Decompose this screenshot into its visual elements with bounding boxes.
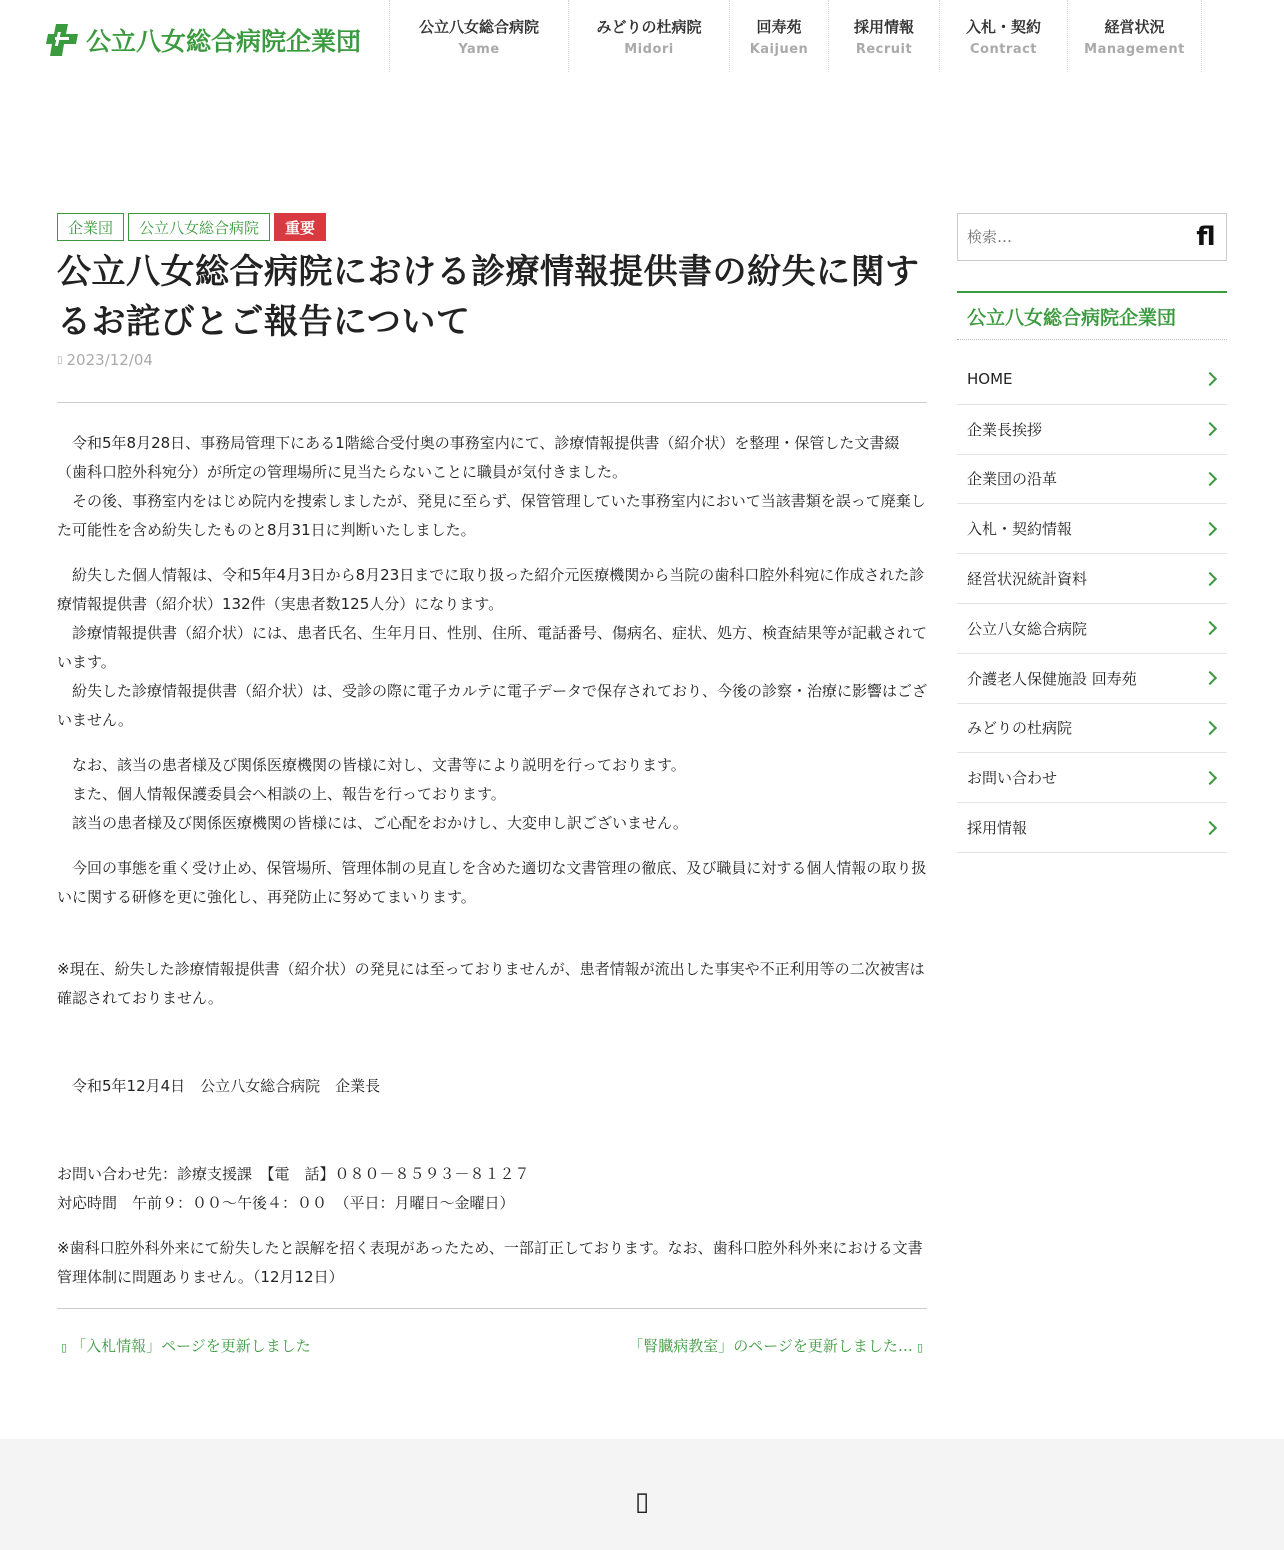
paragraph bbox=[57, 751, 927, 838]
prev-post-label: 「入札情報」ページを更新しました bbox=[71, 1337, 311, 1355]
paragraph bbox=[57, 1160, 927, 1218]
search-input[interactable] bbox=[967, 214, 1187, 260]
divider bbox=[57, 402, 927, 403]
gnav-item-recruit[interactable] bbox=[828, 0, 939, 72]
clock-icon: ▯ bbox=[57, 354, 63, 366]
gnav-label-jp: 入札・契約 bbox=[965, 17, 1041, 36]
article bbox=[57, 213, 927, 1356]
paragraph bbox=[57, 955, 927, 1013]
spacer bbox=[57, 928, 927, 955]
back-to-top-button[interactable] bbox=[631, 1487, 653, 1517]
paragraph-line: その後、事務室内をはじめ院内を捜索しましたが、発見に至らず、保管管理していた事務室内において当該書類を誤って廃棄した可能性を含め紛失したものと8月31日に判断いたしました。 bbox=[57, 492, 926, 539]
contact-line: お問い合わせ先：診療支援課 【電 話】０８０－８５９３－８１２７ bbox=[57, 1165, 530, 1183]
chevron-right-icon bbox=[1203, 621, 1217, 635]
search-button[interactable]: ﬂ bbox=[1196, 222, 1216, 252]
chevron-right-icon: ▯ bbox=[916, 1341, 923, 1354]
article-body bbox=[57, 429, 927, 1292]
paragraph-line: 診療情報提供書（紹介状）には、患者氏名、生年月日、性別、住所、電話番号、傷病名、症状、処方、検査結果等が記載されています。 bbox=[57, 624, 928, 671]
paragraph-line: 紛失した診療情報提供書（紹介状）は、受診の際に電子カルテに電子データで保存されており、今後の診察・治療に影響はございません。 bbox=[57, 682, 928, 729]
paragraph bbox=[57, 561, 927, 735]
paragraph bbox=[57, 1234, 927, 1292]
divider bbox=[57, 1308, 927, 1309]
sidebar-item-label: 入札・契約情報 bbox=[967, 520, 1073, 539]
gnav-label-jp: 採用情報 bbox=[853, 17, 914, 36]
gnav-label-jp: みどりの杜病院 bbox=[596, 17, 702, 36]
gnav-label-en: Yame bbox=[458, 41, 500, 57]
gnav-label-jp: 回寿苑 bbox=[756, 17, 802, 36]
paragraph-line: また、個人情報保護委員会へ相談の上、報告を行っております。 bbox=[57, 785, 506, 803]
sidebar-item-label: 介護老人保健施設 回寿苑 bbox=[967, 669, 1137, 688]
post-navigation bbox=[57, 1335, 927, 1356]
chevron-right-icon bbox=[1203, 771, 1217, 785]
sidebar-item-label: 企業団の沿革 bbox=[967, 470, 1058, 489]
arrow-up-icon: ▯ bbox=[634, 1487, 650, 1517]
sidebar-item-label: 公立八女総合病院 bbox=[967, 619, 1088, 638]
category-tag[interactable]: 企業団 bbox=[57, 213, 124, 241]
sidebar-item-label: HOME bbox=[967, 370, 1013, 389]
post-date bbox=[57, 351, 927, 369]
sidebar-menu bbox=[957, 355, 1227, 853]
category-tag[interactable]: 公立八女総合病院 bbox=[128, 213, 270, 241]
gnav-label-en: Management bbox=[1084, 41, 1185, 57]
site-logo[interactable] bbox=[44, 20, 361, 60]
sidebar-item-label: 企業長挨拶 bbox=[967, 420, 1043, 439]
paragraph-line: 令和5年8月28日、事務局管理下にある1階総合受付奥の事務室内にて、診療情報提供書（紹介状）を整理・保管した文書綴（歯科口腔外科宛分）が所定の管理場所に見当たらないことに職員が気付きました。 bbox=[57, 434, 900, 481]
next-post-label: 「腎臓病教室」のページを更新しました… bbox=[628, 1337, 913, 1355]
gnav-item-management[interactable] bbox=[1067, 0, 1202, 72]
category-tag-important[interactable]: 重要 bbox=[274, 213, 326, 241]
gnav-item-yame[interactable] bbox=[389, 0, 568, 72]
post-date-text: 2023/12/04 bbox=[66, 351, 153, 369]
gnav-label-en: Recruit bbox=[855, 41, 913, 57]
spacer bbox=[57, 1029, 927, 1072]
sidebar-item-contact[interactable] bbox=[957, 753, 1227, 803]
chevron-right-icon bbox=[1203, 372, 1217, 386]
chevron-right-icon bbox=[1203, 472, 1217, 486]
sidebar-item-greeting[interactable] bbox=[957, 405, 1227, 455]
sidebar-item-label: お問い合わせ bbox=[967, 769, 1058, 788]
gnav-label-en: Kaijuen bbox=[749, 41, 809, 57]
chevron-right-icon bbox=[1203, 671, 1217, 685]
gnav-item-kaijuen[interactable] bbox=[729, 0, 828, 72]
sidebar-item-yame-hospital[interactable] bbox=[957, 604, 1227, 654]
sidebar-item-kaijuen[interactable] bbox=[957, 654, 1227, 704]
gnav-item-midori[interactable] bbox=[568, 0, 729, 72]
paragraph-line: 該当の患者様及び関係医療機関の皆様には、ご心配をおかけし、大変申し訳ございません。 bbox=[57, 814, 688, 832]
sidebar-item-history[interactable] bbox=[957, 455, 1227, 505]
paragraph-line: ※現在、紛失した診療情報提供書（紹介状）の発見には至っておりませんが、患者情報が流出した事実や不正利用等の二次被害は確認されておりません。 bbox=[57, 960, 925, 1007]
paragraph bbox=[57, 1072, 927, 1101]
signature-line: 令和5年12月4日 公立八女総合病院 企業長 bbox=[57, 1077, 381, 1095]
paragraph-line: 紛失した個人情報は、令和5年4月3日から8月23日までに取り扱った紹介元医療機関から当院の歯科口腔外科宛に作成された診療情報提供書（紹介状）132件（実患者数125人分）になります。 bbox=[57, 566, 925, 613]
chevron-right-icon bbox=[1203, 422, 1217, 436]
prev-post-link[interactable] bbox=[57, 1335, 311, 1356]
site-header bbox=[0, 0, 1284, 75]
sidebar-item-label: 採用情報 bbox=[967, 819, 1028, 838]
gnav-label-jp: 経営状況 bbox=[1104, 17, 1165, 36]
sidebar-item-recruit[interactable] bbox=[957, 803, 1227, 853]
sidebar-item-home[interactable] bbox=[957, 355, 1227, 405]
chevron-right-icon bbox=[1203, 721, 1217, 735]
widget-title: 公立八女総合病院企業団 bbox=[957, 291, 1227, 340]
sidebar-item-contract[interactable] bbox=[957, 504, 1227, 554]
global-nav bbox=[389, 0, 1202, 72]
spacer bbox=[57, 1117, 927, 1160]
gnav-label-jp: 公立八女総合病院 bbox=[418, 17, 539, 36]
sidebar-item-midori[interactable] bbox=[957, 704, 1227, 754]
chevron-right-icon bbox=[1203, 820, 1217, 834]
paragraph-line: なお、該当の患者様及び関係医療機関の皆様に対し、文書等により説明を行っております。 bbox=[57, 756, 686, 774]
search-box bbox=[957, 213, 1227, 261]
chevron-left-icon: ▯ bbox=[61, 1341, 68, 1354]
sidebar-item-label: 経営状況統計資料 bbox=[967, 570, 1088, 589]
logo-mark-icon bbox=[44, 22, 80, 58]
next-post-link[interactable] bbox=[628, 1335, 927, 1356]
gnav-label-en: Contract bbox=[969, 41, 1038, 57]
category-tags bbox=[57, 213, 927, 241]
sidebar bbox=[957, 213, 1227, 853]
hours-line: 対応時間 午前９：００～午後４：００ （平日：月曜日～金曜日） bbox=[57, 1194, 515, 1212]
sidebar-item-statistics[interactable] bbox=[957, 554, 1227, 604]
sidebar-item-label: みどりの杜病院 bbox=[967, 719, 1073, 738]
logo-text: 公立八女総合病院企業団 bbox=[86, 27, 362, 56]
footer bbox=[0, 1439, 1284, 1550]
correction-note: ※歯科口腔外科外来にて紛失したと誤解を招く表現があったため、一部訂正しております。なお、歯科口腔外科外来における文書管理体制に問題ありません。（12月12日） bbox=[57, 1239, 923, 1286]
paragraph-line: 今回の事態を重く受け止め、保管場所、管理体制の見直しを含めた適切な文書管理の徹底、及び職員に対する個人情報の取り扱いに関する研修を更に強化し、再発防止に努めてまいります。 bbox=[57, 859, 927, 906]
gnav-item-contract[interactable] bbox=[939, 0, 1067, 72]
article-title: 公立八女総合病院における診療情報提供書の紛失に関するお詫びとご報告について bbox=[57, 252, 920, 342]
gnav-label-en: Midori bbox=[624, 41, 674, 57]
chevron-right-icon bbox=[1203, 522, 1217, 536]
chevron-right-icon bbox=[1203, 572, 1217, 586]
paragraph bbox=[57, 854, 927, 912]
paragraph bbox=[57, 429, 927, 545]
